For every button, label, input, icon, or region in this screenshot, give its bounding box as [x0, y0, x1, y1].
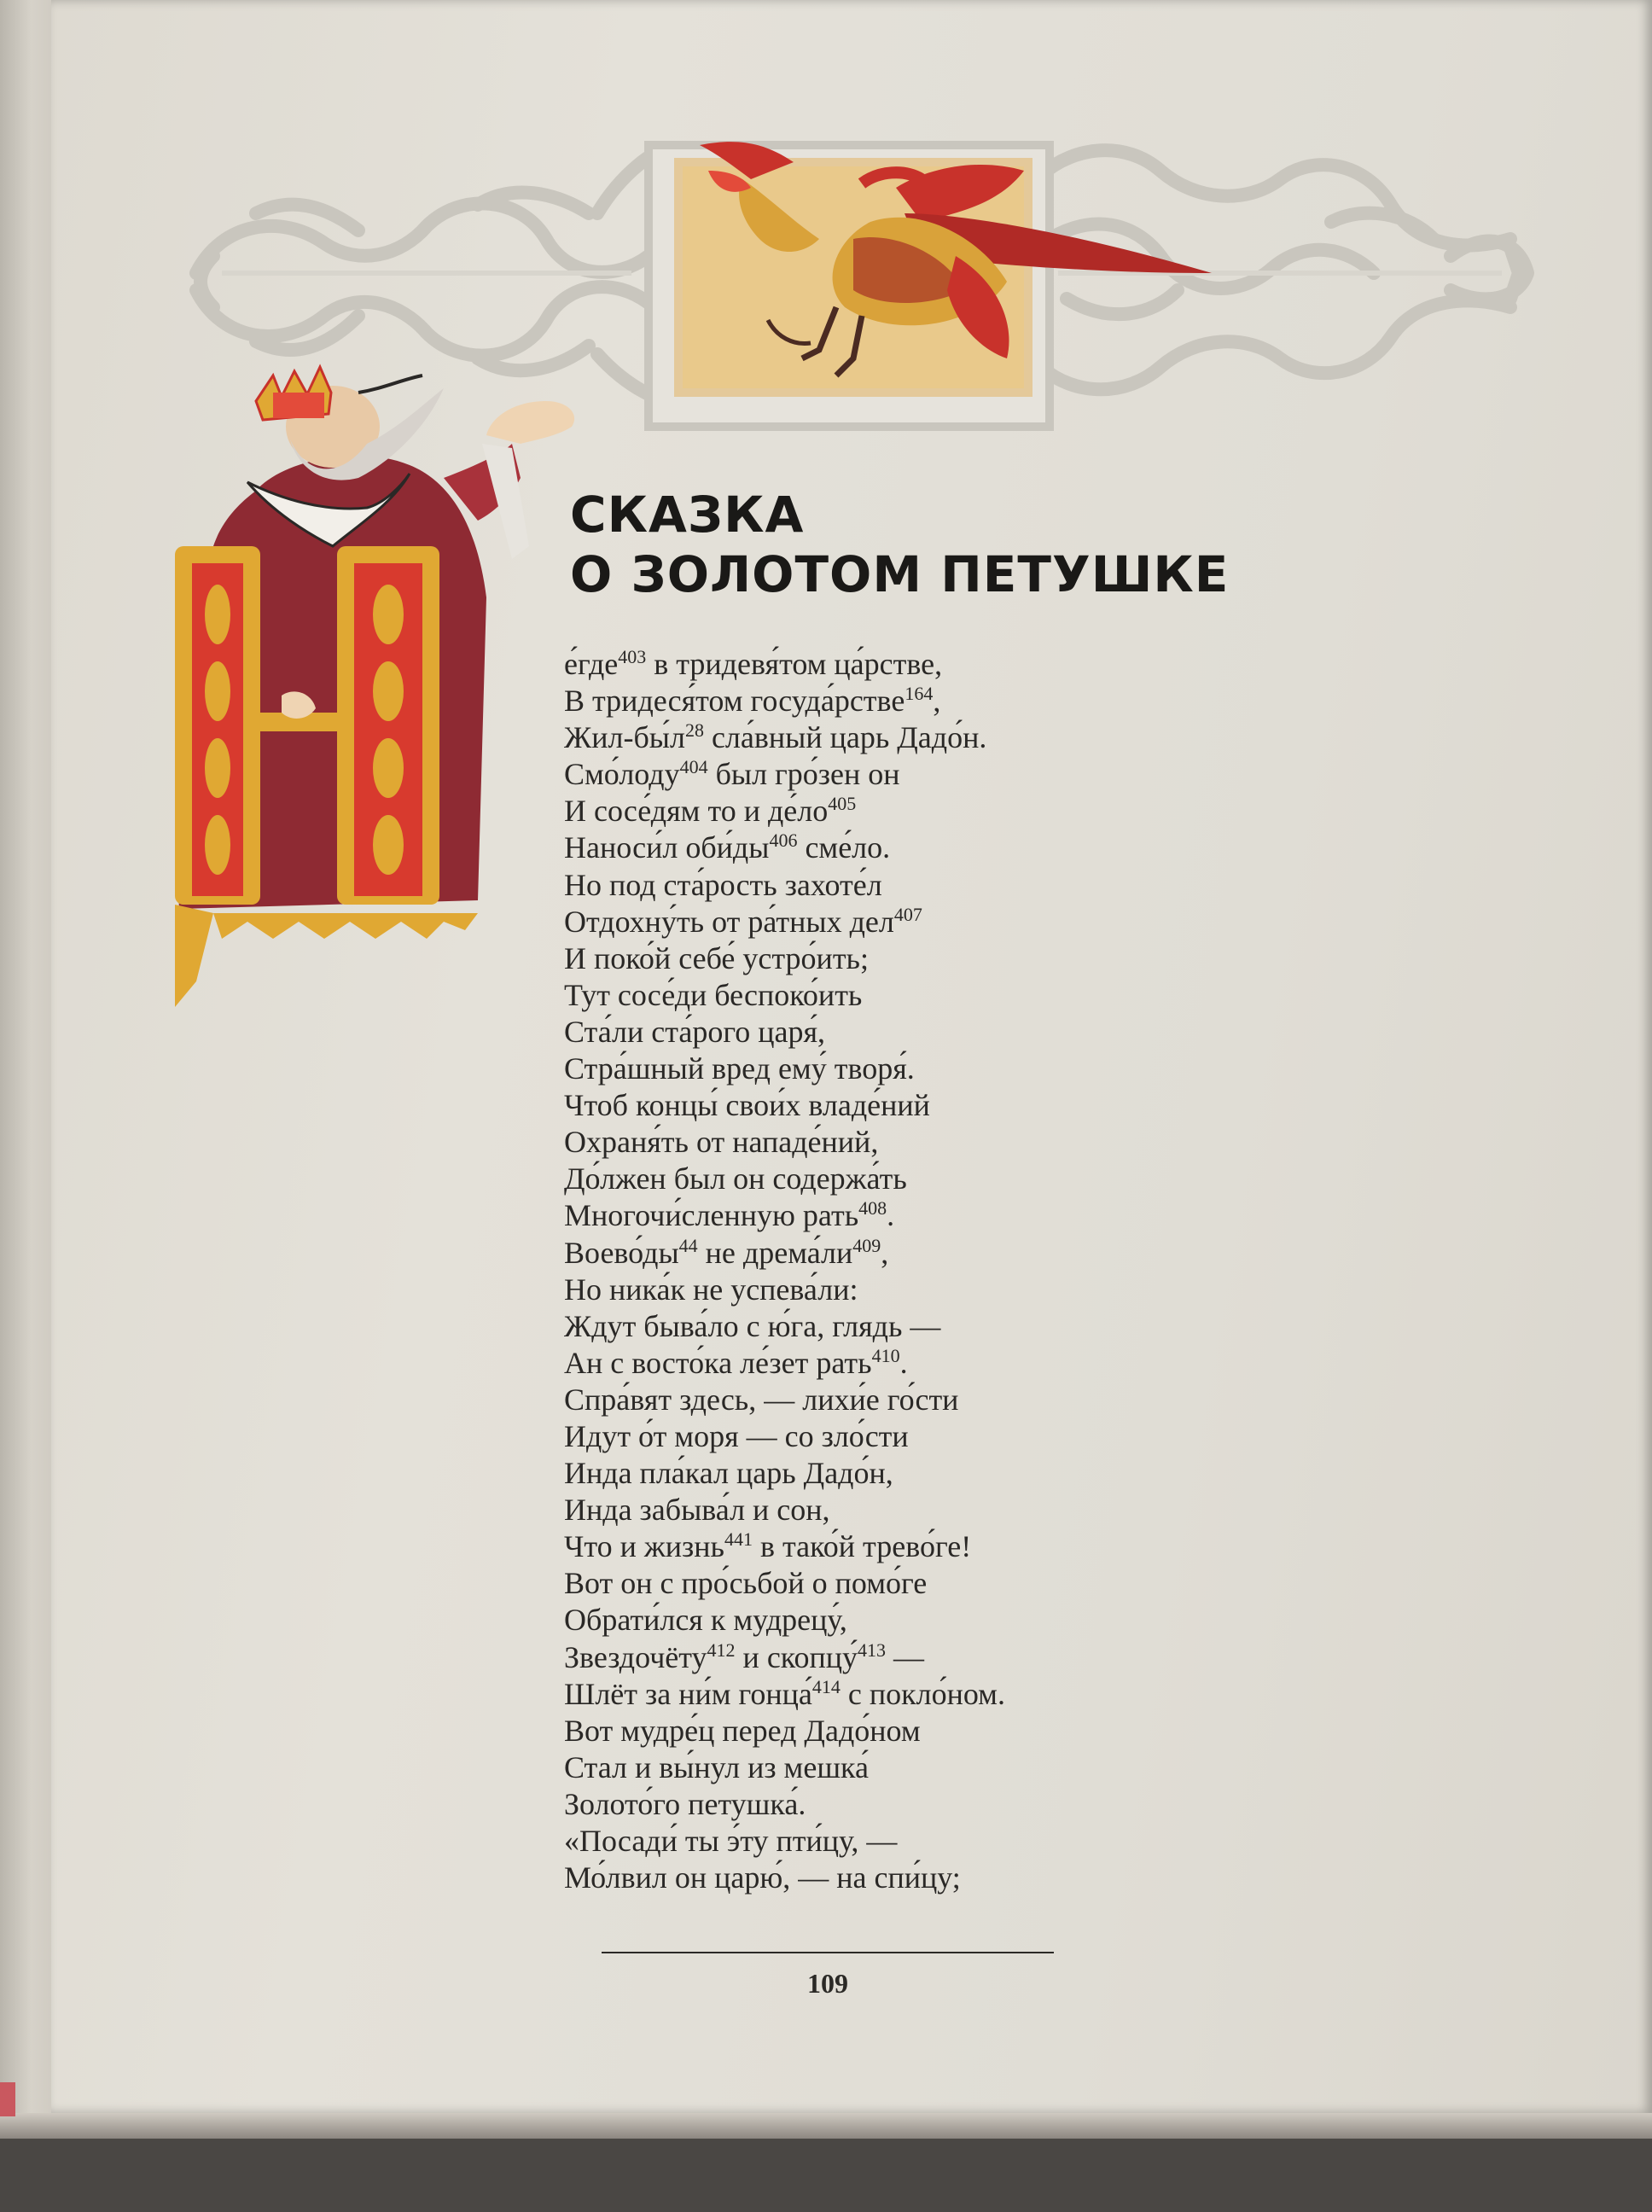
footnote-ref: 406 [769, 830, 798, 852]
footnote-ref: 410 [871, 1344, 900, 1366]
poem-line: Стра́шный вред ему́ творя́. [564, 1051, 915, 1086]
poem-text [564, 646, 1005, 1896]
story-title-line-1: СКАЗКА [570, 486, 805, 544]
poem-line: Спра́вят здесь, — лихи́е го́сти [564, 1382, 959, 1417]
poem-line: е́где$^{403}$ в тридевя́том ца́рстве, [564, 646, 943, 681]
poem-line: Инда забыва́л и сон, [564, 1493, 830, 1528]
poem-line: До́лжен был он содержа́ть [564, 1161, 907, 1196]
poem-line: $Воево́ды^{44}$ не $дрема́ли^{409}$, [564, 1234, 889, 1270]
poem-line: Многочи́сленную рать$^{408}$. [564, 1197, 895, 1233]
poem-line: В тридеся́том госуда́рстве$^{164}$, [564, 683, 941, 719]
table-surface [0, 2113, 1652, 2139]
footnote-ref: 164 [905, 683, 934, 705]
poem-line: Мо́лвил он царю́, — на спи́цу; [564, 1860, 961, 1895]
page-number: 109 [807, 1968, 848, 1999]
poem-line: Обрати́лся к мудрецу́, [564, 1603, 847, 1638]
poem-line: Звездочёту$^{412}$ и скопцу́$^{413}$ — [564, 1639, 924, 1674]
poem-line: Идут о́т моря — со зло́сти [564, 1418, 909, 1453]
footnote-ref: 408 [858, 1197, 887, 1220]
poem-line: Золото́го петушка́. [564, 1786, 806, 1821]
golden-rooster-icon [674, 142, 1212, 397]
footnote-ref: 412 [707, 1639, 736, 1661]
poem-line: И сосе́дям то и $де́ло^{405}$ [564, 793, 857, 829]
poem-line: Шлёт за ни́м гонца́$^{414}$ с покло́ном. [564, 1675, 1005, 1711]
poem-line: Ждут быва́ло с ю́га, глядь — [564, 1308, 941, 1343]
poem-line: Что и жизнь$^{441}$ в тако́й трево́ге! [564, 1528, 972, 1564]
tsar-dadon-drop-cap [175, 367, 574, 1007]
poem-line: Инда пла́кал царь Дадо́н, [564, 1456, 893, 1491]
footnote-ref: 405 [828, 793, 857, 815]
poem-line: Чтоб концы́ свои́х владе́ний [564, 1088, 930, 1123]
footnote-ref: 409 [852, 1234, 881, 1256]
footnote-ref: 407 [893, 903, 922, 925]
poem-line: Наноси́л $оби́ды^{406}$ сме́ло. [564, 830, 891, 865]
poem-line: Вот он с про́сьбой о помо́ге [564, 1566, 928, 1601]
poem-line: И поко́й себе́ устро́ить; [564, 940, 869, 975]
footnote-ref: 441 [724, 1528, 753, 1551]
poem-line: Тут сосе́ди беспоко́ить [564, 977, 863, 1012]
poem-line: «Посади́ ты э́ту пти́цу, — [564, 1824, 898, 1858]
poem-line: Смо́лоду$^{404}$ был гро́зен он [564, 756, 900, 792]
book-cover-edge [0, 2082, 15, 2116]
poem-line: Ан с восто́ка ле́зет рать$^{410}$. [564, 1344, 908, 1380]
footnote-ref: 403 [618, 646, 647, 667]
footnote-ref: 404 [679, 756, 708, 778]
footnote-ref: 28 [684, 719, 704, 742]
poem-line: Охраня́ть от нападе́ний, [564, 1125, 879, 1160]
footnote-ref: 413 [857, 1639, 886, 1661]
poem-line: Стал и вы́нул из мешка́ [564, 1749, 869, 1784]
footnote-ref: 44 [678, 1234, 698, 1256]
footer-divider [602, 1952, 1054, 1953]
poem-line: Но ника́к не успева́ли: [564, 1272, 858, 1307]
poem-line: Ста́ли ста́рого царя́, [564, 1014, 826, 1049]
poem-line: Вот мудре́ц перед Дадо́ном [564, 1713, 921, 1748]
story-title-line-2: О ЗОЛОТОМ ПЕТУШКЕ [570, 545, 1230, 603]
footnote-ref: 414 [811, 1675, 841, 1697]
poem-line: Жил-$бы́л^{28}$ сла́вный царь Дадо́н. [564, 719, 987, 755]
poem-line: Отдохну́ть от ра́тных дел$^{407}$ [564, 903, 922, 939]
poem-line: Но под ста́рость захоте́л [564, 867, 882, 902]
story-title [570, 485, 1229, 604]
